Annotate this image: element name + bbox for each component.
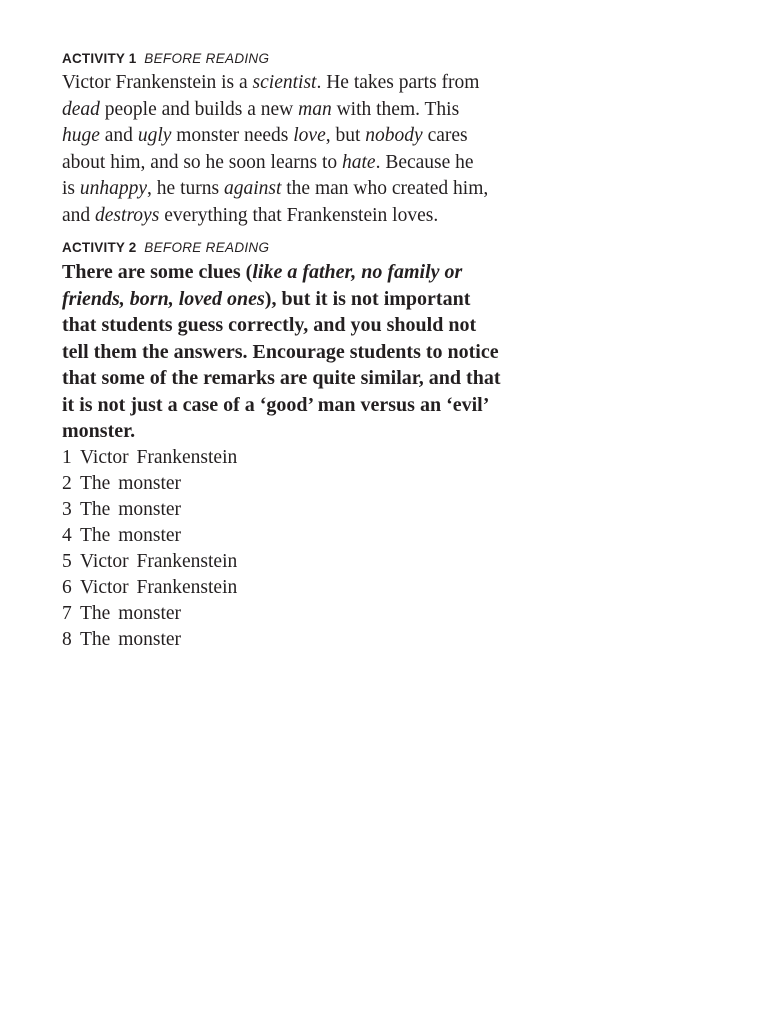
answer-text: The monster [80, 628, 182, 650]
answer-item [62, 575, 542, 601]
italic-term: man [298, 98, 332, 120]
text-line [62, 418, 542, 445]
text-segment: with them. This [331, 98, 460, 120]
answer-number: 2 [62, 472, 72, 494]
answer-item [62, 497, 542, 523]
activity-1-subtitle: BEFORE READING [144, 51, 270, 66]
italic-term: destroys [95, 204, 160, 226]
answer-text: The monster [80, 602, 182, 624]
answer-item [62, 601, 542, 627]
answer-number: 7 [62, 602, 72, 624]
text-segment: cares [422, 125, 468, 146]
text-line [62, 70, 542, 97]
text-segment: the man who created him, [281, 178, 489, 199]
italic-term: like a father, no family or [252, 261, 463, 283]
text-segment: that students guess correctly, and you should not [62, 314, 477, 336]
text-segment: tell them the answers. Encourage students to notice [62, 340, 499, 363]
answer-number: 1 [62, 446, 72, 468]
text-segment: , but [325, 125, 366, 146]
text-line [62, 259, 542, 286]
text-line [62, 203, 542, 230]
answer-number: 5 [62, 550, 72, 572]
text-segment: There are some clues ( [62, 261, 253, 283]
italic-term: unhappy [79, 178, 148, 199]
answer-item [62, 627, 542, 653]
answer-text: The monster [80, 524, 182, 546]
italic-term: friends, born, loved ones [62, 287, 265, 310]
answer-item [62, 445, 542, 471]
text-segment: about him, and so he soon learns to [62, 151, 342, 173]
text-line [62, 150, 542, 177]
text-line [62, 286, 542, 313]
text-segment: , he turns [147, 178, 224, 199]
answer-text: The monster [80, 498, 182, 520]
text-segment: ), but it is not important [264, 287, 471, 310]
text-line [62, 312, 542, 339]
text-segment: is [62, 178, 80, 199]
text-segment: and [99, 125, 138, 146]
text-segment: people and builds a new [99, 98, 299, 120]
answer-text: Victor Frankenstein [80, 550, 238, 572]
italic-term: hate [342, 151, 376, 173]
activity-1-heading [62, 50, 542, 68]
text-segment: . Because he [375, 151, 474, 173]
text-line [62, 123, 542, 150]
text-segment: it is not just a case of a ‘good’ man versus an ‘evil’ [62, 393, 490, 416]
italic-term: scientist [252, 72, 317, 93]
text-line [62, 176, 542, 203]
text-line [62, 365, 542, 392]
activity-1-label: ACTIVITY 1 [62, 51, 137, 66]
text-segment: monster. [62, 420, 136, 442]
italic-term: against [223, 178, 282, 199]
italic-term: nobody [365, 125, 423, 146]
text-segment: . He takes parts from [316, 72, 480, 93]
activity-2-paragraph [62, 259, 542, 445]
text-line [62, 339, 542, 366]
activity-1-paragraph [62, 70, 542, 229]
answer-text: The monster [80, 472, 182, 494]
italic-term: ugly [137, 125, 172, 146]
text-segment: that some of the remarks are quite similar, and that [62, 367, 501, 389]
text-segment: Victor Frankenstein is a [62, 72, 253, 93]
answer-item [62, 471, 542, 497]
answer-text: Victor Frankenstein [80, 446, 238, 468]
italic-term: huge [62, 125, 100, 146]
answer-list [62, 445, 542, 653]
answer-item [62, 549, 542, 575]
text-segment: monster needs [171, 125, 294, 146]
activity-2-subtitle: BEFORE READING [144, 240, 270, 255]
italic-term: dead [62, 98, 100, 120]
text-segment: everything that Frankenstein loves. [159, 204, 439, 226]
document-page [62, 50, 542, 653]
text-line [62, 392, 542, 419]
italic-term: love [293, 125, 326, 146]
answer-number: 3 [62, 498, 72, 520]
activity-2-label: ACTIVITY 2 [62, 240, 137, 255]
text-line [62, 97, 542, 124]
answer-number: 6 [62, 576, 72, 598]
activity-2-heading [62, 239, 542, 257]
answer-number: 8 [62, 628, 72, 650]
text-segment: and [62, 204, 96, 226]
answer-item [62, 523, 542, 549]
answer-text: Victor Frankenstein [80, 576, 238, 598]
answer-number: 4 [62, 524, 72, 546]
